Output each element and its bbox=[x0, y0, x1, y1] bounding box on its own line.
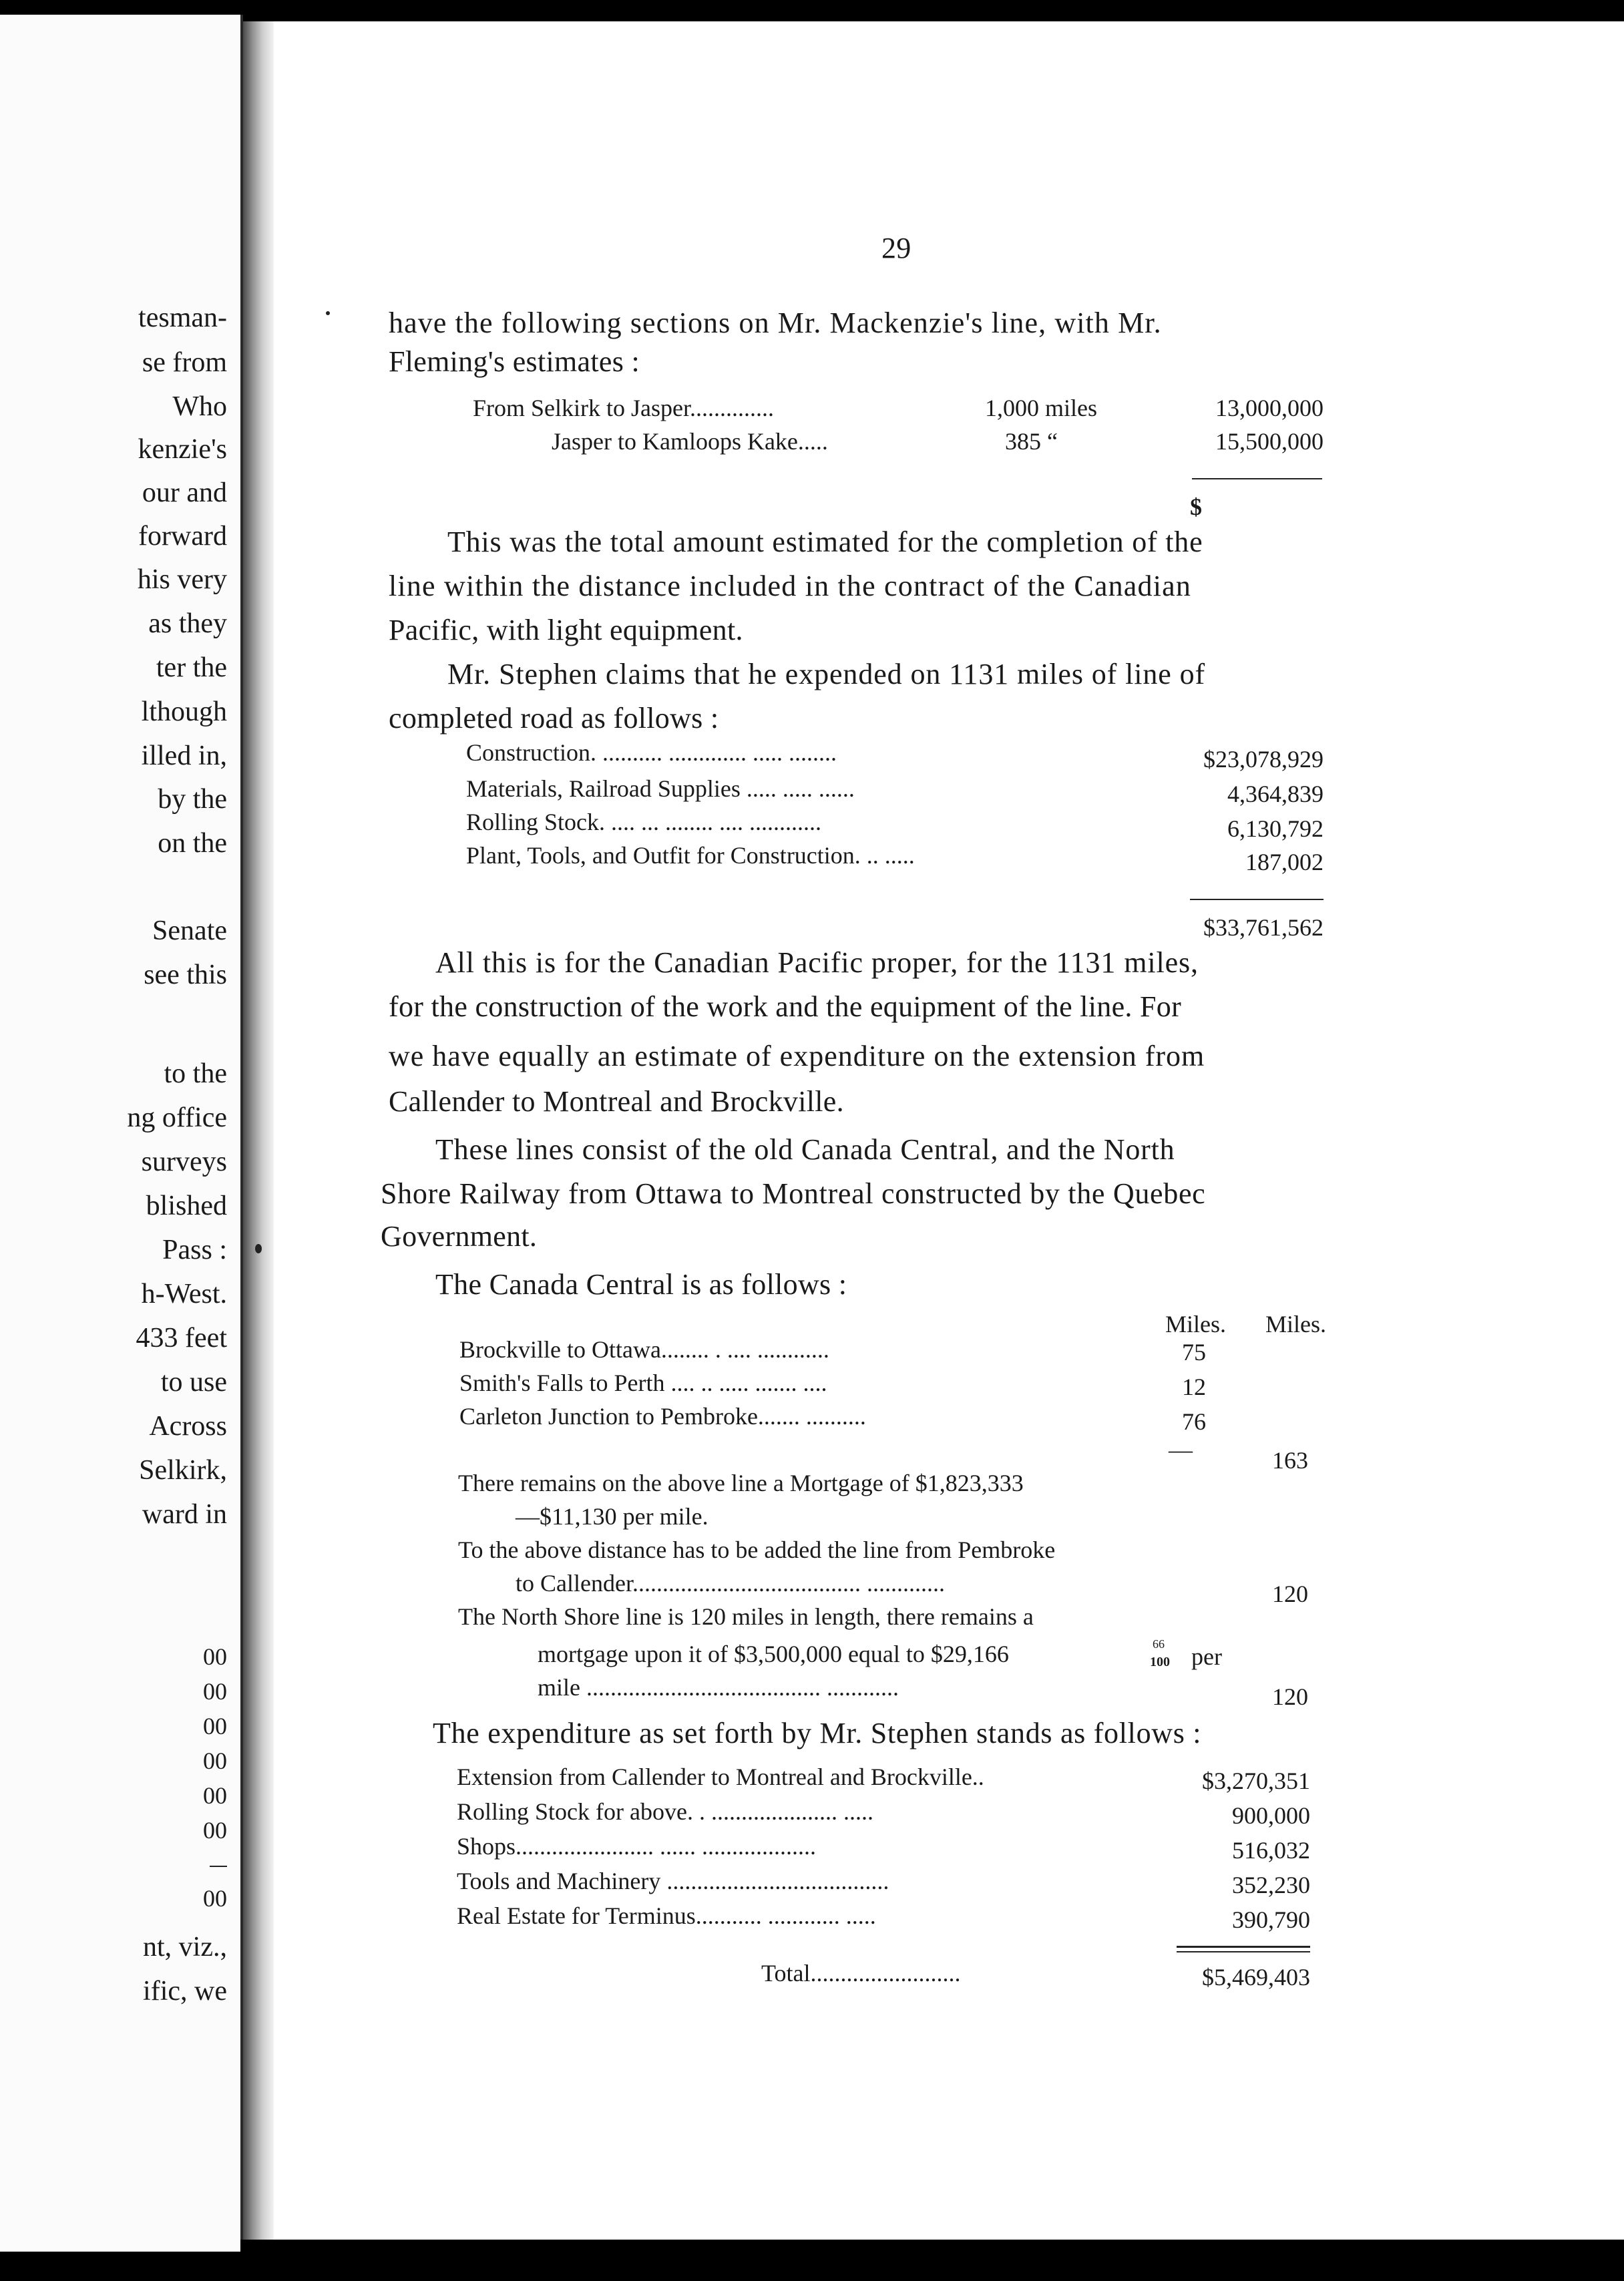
left-line: see this bbox=[144, 960, 227, 990]
paragraph-line: These lines consist of the old Canada Central, and the North bbox=[435, 1133, 1175, 1166]
left-line: surveys bbox=[141, 1147, 227, 1177]
speck-mark bbox=[255, 1244, 262, 1253]
left-line: 00 bbox=[203, 1643, 227, 1670]
left-line: illed in, bbox=[141, 741, 227, 771]
table-row-amount: 352,230 bbox=[1232, 1872, 1310, 1898]
expenditure-label: Construction. .......... ............. ..... ........ bbox=[466, 739, 837, 766]
page-gutter-shadow bbox=[243, 21, 274, 2252]
scan-border bbox=[240, 2240, 1624, 2281]
table-row-amount: 390,790 bbox=[1232, 1906, 1310, 1933]
left-line: ific, we bbox=[143, 1976, 227, 2007]
sum-rule bbox=[1190, 899, 1324, 900]
table-row-label: Real Estate for Terminus........... ............ ..... bbox=[457, 1902, 876, 1929]
left-line: on the bbox=[158, 828, 227, 859]
expenditure-amount: 4,364,839 bbox=[1227, 781, 1324, 807]
left-line: 00 bbox=[203, 1817, 227, 1844]
left-line: to the bbox=[164, 1058, 227, 1089]
left-line: Selkirk, bbox=[139, 1455, 227, 1486]
paragraph-line: line within the distance included in the contract of the Canadian bbox=[389, 570, 1192, 602]
note-line: There remains on the above line a Mortgage of $1,823,333 bbox=[458, 1470, 1024, 1496]
left-line: forward bbox=[138, 521, 227, 552]
left-line: as they bbox=[148, 608, 227, 639]
dollar-sign: $ bbox=[1190, 493, 1202, 520]
paragraph-line: The expenditure as set forth by Mr. Stephen stands as follows : bbox=[433, 1717, 1202, 1749]
table-row-amount: 900,000 bbox=[1232, 1802, 1310, 1829]
estimate-miles: 385 “ bbox=[1005, 428, 1058, 455]
paragraph-line: This was the total amount estimated for the completion of the bbox=[447, 526, 1203, 558]
left-line: 433 feet bbox=[136, 1323, 227, 1354]
expenditure-label: Materials, Railroad Supplies ..... ..... ...... bbox=[466, 775, 855, 802]
note-line: To the above distance has to be added the line from Pembroke bbox=[458, 1536, 1056, 1563]
note-line: mortgage upon it of $3,500,000 equal to $29,166 bbox=[538, 1641, 1009, 1667]
left-line: ng office bbox=[127, 1102, 227, 1133]
total-label: Total......................... bbox=[761, 1960, 961, 1987]
left-rule bbox=[210, 1866, 227, 1867]
note-line: to Callender...................................... ............. bbox=[516, 1570, 945, 1597]
left-line: his very bbox=[137, 564, 227, 595]
table-row-miles: 76 bbox=[1182, 1408, 1206, 1435]
expenditure-amount: 6,130,792 bbox=[1227, 815, 1324, 842]
estimate-label: From Selkirk to Jasper.............. bbox=[473, 395, 774, 421]
paragraph-line: Shore Railway from Ottawa to Montreal constructed by the Quebec bbox=[381, 1177, 1206, 1210]
column-header: Miles. bbox=[1265, 1311, 1327, 1337]
paragraph-line: completed road as follows : bbox=[389, 702, 719, 735]
expenditure-label: Rolling Stock. .... ... ........ .... ............ bbox=[466, 809, 822, 835]
paragraph-line: for the construction of the work and the equipment of the line. For bbox=[389, 990, 1182, 1023]
left-line: se from bbox=[142, 347, 227, 378]
left-line: 00 bbox=[203, 1713, 227, 1739]
paragraph-line: Government. bbox=[381, 1220, 538, 1253]
page-number: 29 bbox=[881, 232, 911, 264]
note-line: per bbox=[1191, 1643, 1222, 1670]
left-line: by the bbox=[158, 784, 227, 815]
speck-mark bbox=[326, 311, 330, 315]
paragraph-line: Fleming's estimates : bbox=[389, 345, 640, 378]
table-subtotal: 163 bbox=[1272, 1447, 1308, 1474]
left-line: blished bbox=[146, 1191, 227, 1221]
left-page-fragment bbox=[0, 15, 243, 2252]
table-dash: — bbox=[1169, 1436, 1193, 1463]
column-header: Miles. bbox=[1165, 1311, 1227, 1337]
left-line: Pass : bbox=[162, 1235, 227, 1265]
left-line: 00 bbox=[203, 1782, 227, 1809]
estimate-amount: 13,000,000 bbox=[1215, 395, 1324, 421]
fraction-denominator: 100 bbox=[1150, 1655, 1170, 1669]
left-line: lthough bbox=[141, 696, 227, 727]
left-line: tesman- bbox=[138, 302, 227, 333]
table-row-label: Rolling Stock for above. . ..................... ..... bbox=[457, 1798, 873, 1825]
left-line: ter the bbox=[156, 652, 227, 683]
paragraph-line: All this is for the Canadian Pacific proper, for the 1131 miles, bbox=[435, 946, 1199, 979]
paragraph-line: we have equally an estimate of expenditure on the extension from bbox=[389, 1040, 1205, 1072]
estimate-amount: 15,500,000 bbox=[1215, 428, 1324, 455]
table-row-label: Extension from Callender to Montreal and Brockville.. bbox=[457, 1764, 984, 1790]
total-amount: $5,469,403 bbox=[1202, 1964, 1310, 1991]
left-line: 00 bbox=[203, 1885, 227, 1912]
table-row-label: Shops....................... ...... ................... bbox=[457, 1833, 817, 1860]
table-row-miles: 120 bbox=[1272, 1581, 1308, 1607]
sum-rule bbox=[1177, 1951, 1310, 1952]
left-line: our and bbox=[142, 477, 227, 508]
expenditure-total: $33,761,562 bbox=[1203, 914, 1324, 941]
paragraph-line: Callender to Montreal and Brockville. bbox=[389, 1085, 844, 1118]
left-line: Across bbox=[149, 1411, 227, 1442]
estimate-label: Jasper to Kamloops Kake..... bbox=[552, 428, 828, 455]
estimate-miles: 1,000 miles bbox=[985, 395, 1097, 421]
left-line: 00 bbox=[203, 1747, 227, 1774]
fraction-numerator: 66 bbox=[1153, 1637, 1165, 1651]
note-line: mile ....................................... ............ bbox=[538, 1674, 899, 1701]
table-row-label: Brockville to Ottawa........ . .... ............ bbox=[459, 1336, 829, 1363]
paragraph-line: The Canada Central is as follows : bbox=[435, 1268, 847, 1301]
table-row-miles: 75 bbox=[1182, 1339, 1206, 1366]
table-row-label: Carleton Junction to Pembroke....... .......... bbox=[459, 1403, 866, 1430]
paragraph-line: Mr. Stephen claims that he expended on 1131 miles of line of bbox=[447, 658, 1206, 690]
expenditure-label: Plant, Tools, and Outfit for Construction. .. ..... bbox=[466, 842, 915, 869]
left-line: Who bbox=[172, 391, 227, 422]
table-row-label: Tools and Machinery ..................................... bbox=[457, 1868, 889, 1894]
sum-rule bbox=[1177, 1946, 1310, 1948]
left-line: h-West. bbox=[141, 1279, 227, 1309]
note-line: —$11,130 per mile. bbox=[516, 1503, 708, 1530]
left-line: kenzie's bbox=[138, 434, 227, 465]
table-row-miles: 120 bbox=[1272, 1683, 1308, 1710]
table-row-label: Smith's Falls to Perth .... .. ..... ....... .... bbox=[459, 1370, 827, 1396]
paragraph-line: Pacific, with light equipment. bbox=[389, 614, 743, 646]
left-line: Senate bbox=[152, 915, 227, 946]
paragraph-line: have the following sections on Mr. Mackenzie's line, with Mr. bbox=[389, 306, 1162, 339]
expenditure-amount: 187,002 bbox=[1245, 849, 1324, 875]
expenditure-amount: $23,078,929 bbox=[1203, 746, 1324, 773]
table-row-miles: 12 bbox=[1182, 1374, 1206, 1400]
note-line: The North Shore line is 120 miles in length, there remains a bbox=[458, 1603, 1034, 1630]
left-line: ward in bbox=[142, 1499, 227, 1530]
left-line: 00 bbox=[203, 1678, 227, 1705]
table-row-amount: $3,270,351 bbox=[1202, 1768, 1310, 1794]
table-row-amount: 516,032 bbox=[1232, 1837, 1310, 1864]
sum-rule bbox=[1192, 478, 1322, 479]
left-line: nt, viz., bbox=[143, 1932, 227, 1962]
left-line: to use bbox=[160, 1367, 227, 1398]
